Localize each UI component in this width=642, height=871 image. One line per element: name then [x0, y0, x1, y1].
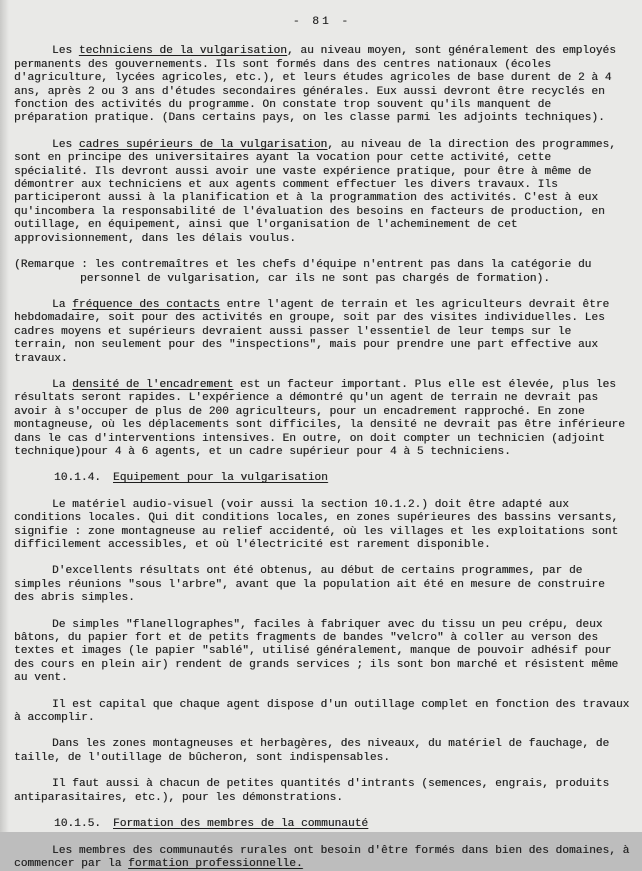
paragraph-flanellographes [14, 619, 630, 686]
paragraph-zones-montagneuses [14, 738, 630, 765]
section-number: 10.1.5. [54, 818, 101, 830]
paragraph-remarque [14, 259, 630, 286]
underlined-term: techniciens de la vulgarisation [79, 45, 287, 57]
section-title: Formation des membres de la communauté [113, 818, 368, 830]
paragraph-intrants [14, 778, 630, 805]
paragraph-text: (Remarque : les contremaîtres et les chefs d'équipe n'entrent pas dans la catégorie du personnel de vulgarisation, car ils ne sont pas chargés de formation). [14, 259, 591, 284]
underlined-term: formation professionnelle. [128, 858, 303, 870]
paragraph-cadres-superieurs [14, 139, 630, 246]
section-heading-10-1-5 [14, 818, 630, 831]
paragraph-text: De simples "flanellographes", faciles à fabriquer avec du tissu un peu crépu, deux bâtons, du papier fort et de petits fragments de bandes "velcro" à coller au verson des textes et images (le papier "sablé", utilisé généralement, manque de pouvoir adhésif pour des cours en plein air) rendent de grands services ; ils sont bon marché et résistent même au vent. [14, 619, 618, 685]
paragraph-text: entre l'agent de terrain et les agriculteurs devrait être hebdomadaire, soit pour des activités en groupe, soit par des visites individuelles. Les cadres moyens et supérieurs devraient aussi passer l'essentiel de leur temps sur le terrain, non seulement pour des "inspections", mais pour prendre une part effective aux travaux. [14, 299, 609, 365]
paragraph-text: est un facteur important. Plus elle est élevée, plus les résultats seront rapides. L'expérience a démontré qu'un agent de terrain ne devrait pas avoir à s'occuper de plus de 200 agriculteurs, pour un encadrement rapproché. En zone montagneuse, où les déplacements sont difficiles, la densité ne devrait pas être inférieure dans le cas d'interventions intensives. En outre, on doit compter un technicien (adjoint technique)pour 4 à 6 agents, et un cadre supérieur pour 4 à 5 techniciens. [14, 379, 625, 458]
paragraph-text: La [52, 379, 72, 391]
paragraph-text: Il faut aussi à chacun de petites quantités d'intrants (semences, engrais, produits antiparasitaires, etc.), pour les démonstrations. [14, 778, 609, 803]
paragraph-materiel-audiovisuel [14, 499, 630, 553]
underlined-term: cadres supérieurs de la vulgarisation [79, 139, 327, 151]
paragraph-text: Les [52, 45, 79, 57]
paragraph-densite-encadrement [14, 379, 630, 459]
underlined-term: fréquence des contacts [72, 299, 220, 311]
paragraph-text: Les membres des communautés rurales ont besoin d'être formés dans bien des domaines, à commencer par la [14, 845, 629, 870]
section-number: 10.1.4. [54, 472, 101, 484]
paragraph-text: Les [52, 139, 79, 151]
paragraph-membres-communaute [14, 845, 630, 871]
paragraph-text: , au niveau moyen, sont généralement des employés permanents des gouvernements. Ils sont formés dans des centres nationaux (écoles d'agriculture, lycées agricoles, etc.), et leurs études agricoles de base durent de 2 à 4 ans, après 2 ou 3 ans d'études secondaires générales. Eux aussi devront être recyclés en fonction des activités du programme. On constate trop souvent qu'ils manquent de préparation pratique. (Dans certains pays, on les classe parmi les adjoints techniques). [14, 45, 616, 124]
paragraph-techniciens [14, 45, 630, 125]
page-number: - 81 - [14, 16, 630, 29]
paragraph-reunions-sous-arbre [14, 565, 630, 605]
section-heading-10-1-4 [14, 472, 630, 485]
section-title: Equipement pour la vulgarisation [113, 472, 328, 484]
paragraph-text: Dans les zones montagneuses et herbagères, des niveaux, du matériel de fauchage, de taille, de l'outillage de bûcheron, sont indispensables. [14, 738, 609, 763]
paragraph-text: Le matériel audio-visuel (voir aussi la section 10.1.2.) doit être adapté aux conditions locales. Qui dit conditions locales, en zones supérieures des bassins versants, signifie : zone montagneuse au relief accidenté, où les villages et les exploitations sont difficilement accessibles, et où l'électricité est rarement disponible. [14, 499, 618, 551]
paragraph-text: D'excellents résultats ont été obtenus, au début de certains programmes, par de simples réunions "sous l'arbre", avant que la population ait été en mesure de construire des abris simples. [14, 565, 605, 604]
paragraph-frequence-contacts [14, 299, 630, 366]
underlined-term: densité de l'encadrement [72, 379, 233, 391]
paragraph-text: Il est capital que chaque agent dispose d'un outillage complet en fonction des travaux à accomplir. [14, 699, 629, 724]
paragraph-outillage-complet [14, 699, 630, 726]
scan-gutter-shadow [0, 0, 9, 832]
paragraph-text: , au niveau de la direction des programmes, sont en principe des universitaires ayant la vocation pour cette activité, cette spécialité. Ils devront aussi avoir une vaste expérience pratique, pour être à même de démontrer aux techniciens et aux agents comment effectuer les divers travaux. Ils participeront aussi à la planification et à la programmation des activités. C'est à eux qu'incombera la responsabilité de l'évaluation des besoins en facteurs de production, en outillage, en équipement, ainsi que l'organisation de l'acheminement de cet approvisionnement, dans les délais voulus. [14, 139, 616, 245]
paragraph-text: La [52, 299, 72, 311]
